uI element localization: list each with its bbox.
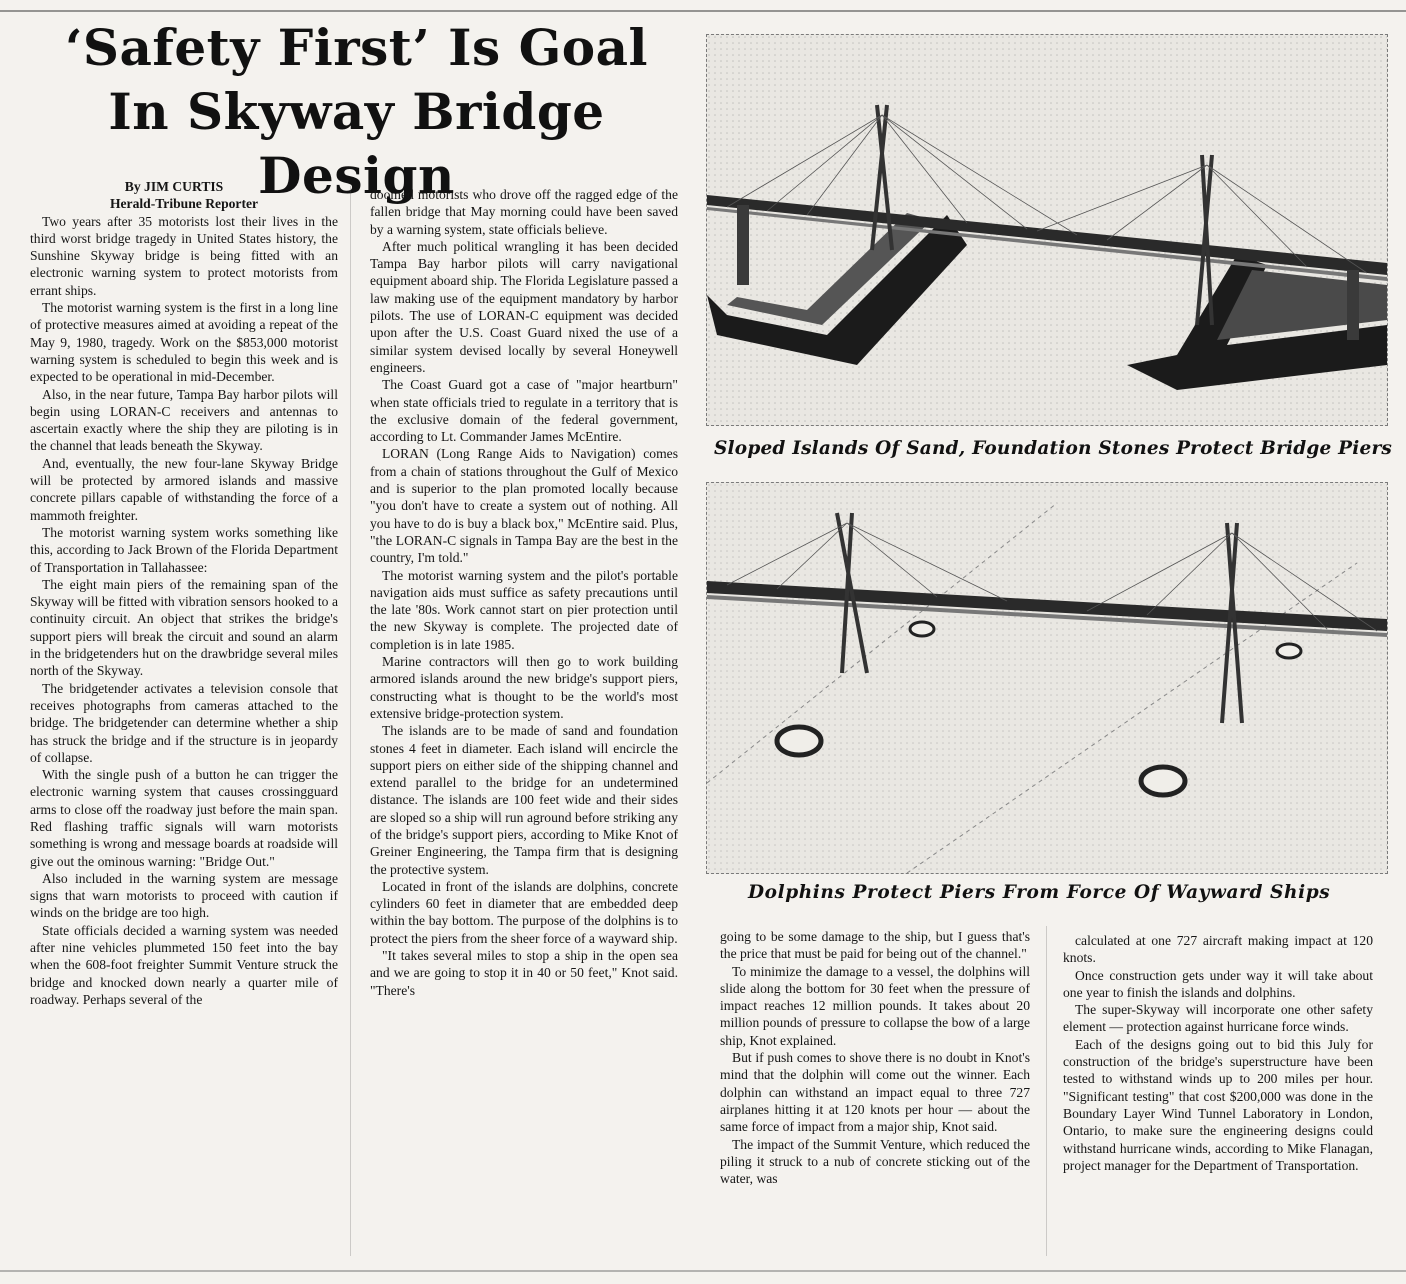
paragraph: going to be some damage to the ship, but I guess that's the price that must be paid for being out of the channel." bbox=[720, 929, 1030, 962]
dolphins-photo bbox=[706, 482, 1388, 874]
column-2-body bbox=[370, 186, 678, 999]
paragraph: With the single push of a button he can trigger the electronic warning system that causes crossingguard arms to close off the roadway just before the main span. Red flashing traffic signals will warn motorists something is wrong and message boards at roadside will give out the ominous warning: "Bridge Out." bbox=[30, 767, 338, 869]
byline-name: By JIM CURTIS bbox=[124, 179, 224, 194]
article-column-3 bbox=[720, 928, 1030, 1262]
column-separator-right bbox=[1046, 926, 1047, 1256]
paragraph: "It takes several miles to stop a ship in the open sea and we are going to stop it in 40 or 50 feet," Knot said. "There's bbox=[370, 948, 678, 998]
headline-line-2: In Skyway Bridge Design bbox=[108, 82, 605, 205]
paragraph: To minimize the damage to a vessel, the dolphins will slide along the bottom for 30 feet when the pressure of impact reaches 12 million pounds. It takes about 20 million pounds of pressure to collapse the bow of a large ship, Knot explained. bbox=[720, 963, 1030, 1048]
photo-caption-top: Sloped Islands Of Sand, Foundation Stones Protect Bridge Piers bbox=[714, 438, 1393, 459]
photo-caption-bottom: Dolphins Protect Piers From Force Of Wayward Ships bbox=[748, 882, 1331, 903]
bridge-islands-illustration bbox=[707, 35, 1387, 425]
paragraph: Two years after 35 motorists lost their lives in the third worst bridge tragedy in United States history, the Sunshine Skyway bridge is being fitted with an electronic warning system to protect motorists from errant ships. bbox=[30, 213, 338, 298]
paragraph: LORAN (Long Range Aids to Navigation) comes from a chain of stations throughout the Gulf of Mexico and is superior to the plan promoted locally because "you don't have to create a system out of nothing. All you have to do is buy a black box," McEntire said. Plus, "the LORAN-C signals in Tampa Bay are the best in the country, I'm told." bbox=[370, 446, 678, 566]
paragraph: And, eventually, the new four-lane Skyway Bridge will be protected by armored islands and massive concrete pillars capable of withstanding the force of a mammoth freighter. bbox=[30, 455, 338, 523]
paragraph: Once construction gets under way it will take about one year to finish the islands and dolphins. bbox=[1063, 967, 1373, 1000]
headline-line-1: ‘Safety First’ Is Goal bbox=[64, 18, 649, 77]
top-rule bbox=[0, 10, 1406, 12]
dolphins-illustration bbox=[707, 483, 1387, 873]
paragraph: The eight main piers of the remaining span of the Skyway will be fitted with vibration sensors hooked to a continuity circuit. An object that strikes the bridge's support piers will break the circuit and sound an alarm in the bridgetenders hut on the drawbridge several miles north of the Skyway. bbox=[30, 576, 338, 679]
paragraph: The Coast Guard got a case of "major heartburn" when state officials tried to regulate in a territory that is the exclusive domain of the federal government, according to Lt. Commander James McEntire. bbox=[370, 377, 678, 445]
paragraph: calculated at one 727 aircraft making impact at 120 knots. bbox=[1063, 933, 1373, 966]
paragraph: The motorist warning system works something like this, according to Jack Brown of the Florida Department of Transportation in Tallahassee: bbox=[30, 524, 338, 575]
article-column-1 bbox=[30, 178, 338, 1260]
column-1-body bbox=[30, 213, 338, 1009]
paragraph: Also included in the warning system are message signs that warn motorists to proceed with caution if winds on the bridge are too high. bbox=[30, 870, 338, 921]
paragraph: The impact of the Summit Venture, which reduced the piling it struck to a nub of concrete sticking out of the water, was bbox=[720, 1136, 1030, 1187]
paragraph: The motorist warning system is the first in a long line of protective measures aimed at avoiding a repeat of the May 9, 1980, tragedy. Work on the $853,000 motorist warning system is scheduled to begin this week and is expected to be operational in mid-December. bbox=[30, 300, 338, 385]
bridge-islands-photo bbox=[706, 34, 1388, 426]
paragraph: The bridgetender activates a television console that receives photographs from cameras attached to the bridge. The bridgetender can determine whether a ship has struck the bridge and if the structure is in jeopardy of collapse. bbox=[30, 680, 338, 765]
column-4-body bbox=[1063, 932, 1373, 1174]
article-column-4 bbox=[1063, 932, 1373, 1266]
bottom-rule bbox=[0, 1270, 1406, 1272]
paragraph: The super-Skyway will incorporate one other safety element — protection against hurricane force winds. bbox=[1063, 1002, 1373, 1035]
column-separator bbox=[350, 186, 351, 1256]
paragraph: The motorist warning system and the pilot's portable navigation aids must suffice as safety precautions until the late '80s. Work cannot start on pier protection until the new Skyway is complete. The projected date of completion is in late 1985. bbox=[370, 567, 678, 652]
paragraph: But if push comes to shove there is no doubt in Knot's mind that the dolphin will come out the winner. Each dolphin can withstand an impact equal to three 727 airplanes hitting it at 120 knots per hour — about the same force of impact from a major ship, Knot said. bbox=[720, 1050, 1030, 1135]
paragraph: Also, in the near future, Tampa Bay harbor pilots will begin using LORAN-C receivers and antennas to ascertain exactly where the ship they are piloting is in the channel that leads beneath the Skyway. bbox=[30, 386, 338, 454]
paragraph: doomed motorists who drove off the ragged edge of the fallen bridge that May morning could have been saved by a warning system, state officials believe. bbox=[370, 187, 678, 237]
paragraph: Marine contractors will then go to work building armored islands around the new bridge's support piers, constructing what is thought to be the world's most extensive bridge-protection system. bbox=[370, 654, 678, 721]
paragraph: After much political wrangling it has been decided Tampa Bay harbor pilots will carry navigational equipment aboard ship. The Florida Legislature passed a law making use of the equipment mandatory by harbor pilots. The use of LORAN-C equipment was decided upon after the U.S. Coast Guard nixed the use of a similar system devised locally by several Honeywell engineers. bbox=[370, 238, 678, 375]
paragraph: Each of the designs going out to bid this July for construction of the bridge's superstructure have been tested to withstand winds up to 200 miles per hour. "Significant testing" that cost $200,000 was done in the Boundary Layer Wind Tunnel Laboratory in London, Ontario, to make sure the engineering designs could withstand hurricane winds, according to Mike Flanagan, project manager for the Department of Transportation. bbox=[1063, 1036, 1373, 1173]
article-column-2 bbox=[370, 186, 678, 1264]
paragraph: State officials decided a warning system was needed after nine vehicles plummeted 150 feet into the bay when the 608-foot freighter Summit Venture struck the bridge and knocked down nearly a quarter mile of roadway. Perhaps several of the bbox=[30, 922, 338, 1007]
paragraph: Located in front of the islands are dolphins, concrete cylinders 60 feet in diameter that are embedded deep within the bay bottom. The purpose of the dolphins is to protect the piers from the sheer force of a wayward ship. bbox=[370, 878, 678, 946]
column-3-body bbox=[720, 928, 1030, 1187]
byline-org: Herald-Tribune Reporter bbox=[109, 196, 259, 212]
paragraph: The islands are to be made of sand and foundation stones 4 feet in diameter. Each island will encircle the support piers on either side of the shipping channel and extend parallel to the bridge for an undetermined distance. The islands are 100 feet wide and their sides are sloped so a ship will run aground before striking any of the bridge's support piers, according to Mike Knot of Greiner Engineering, the Tampa firm that is designing the protective system. bbox=[370, 723, 678, 877]
